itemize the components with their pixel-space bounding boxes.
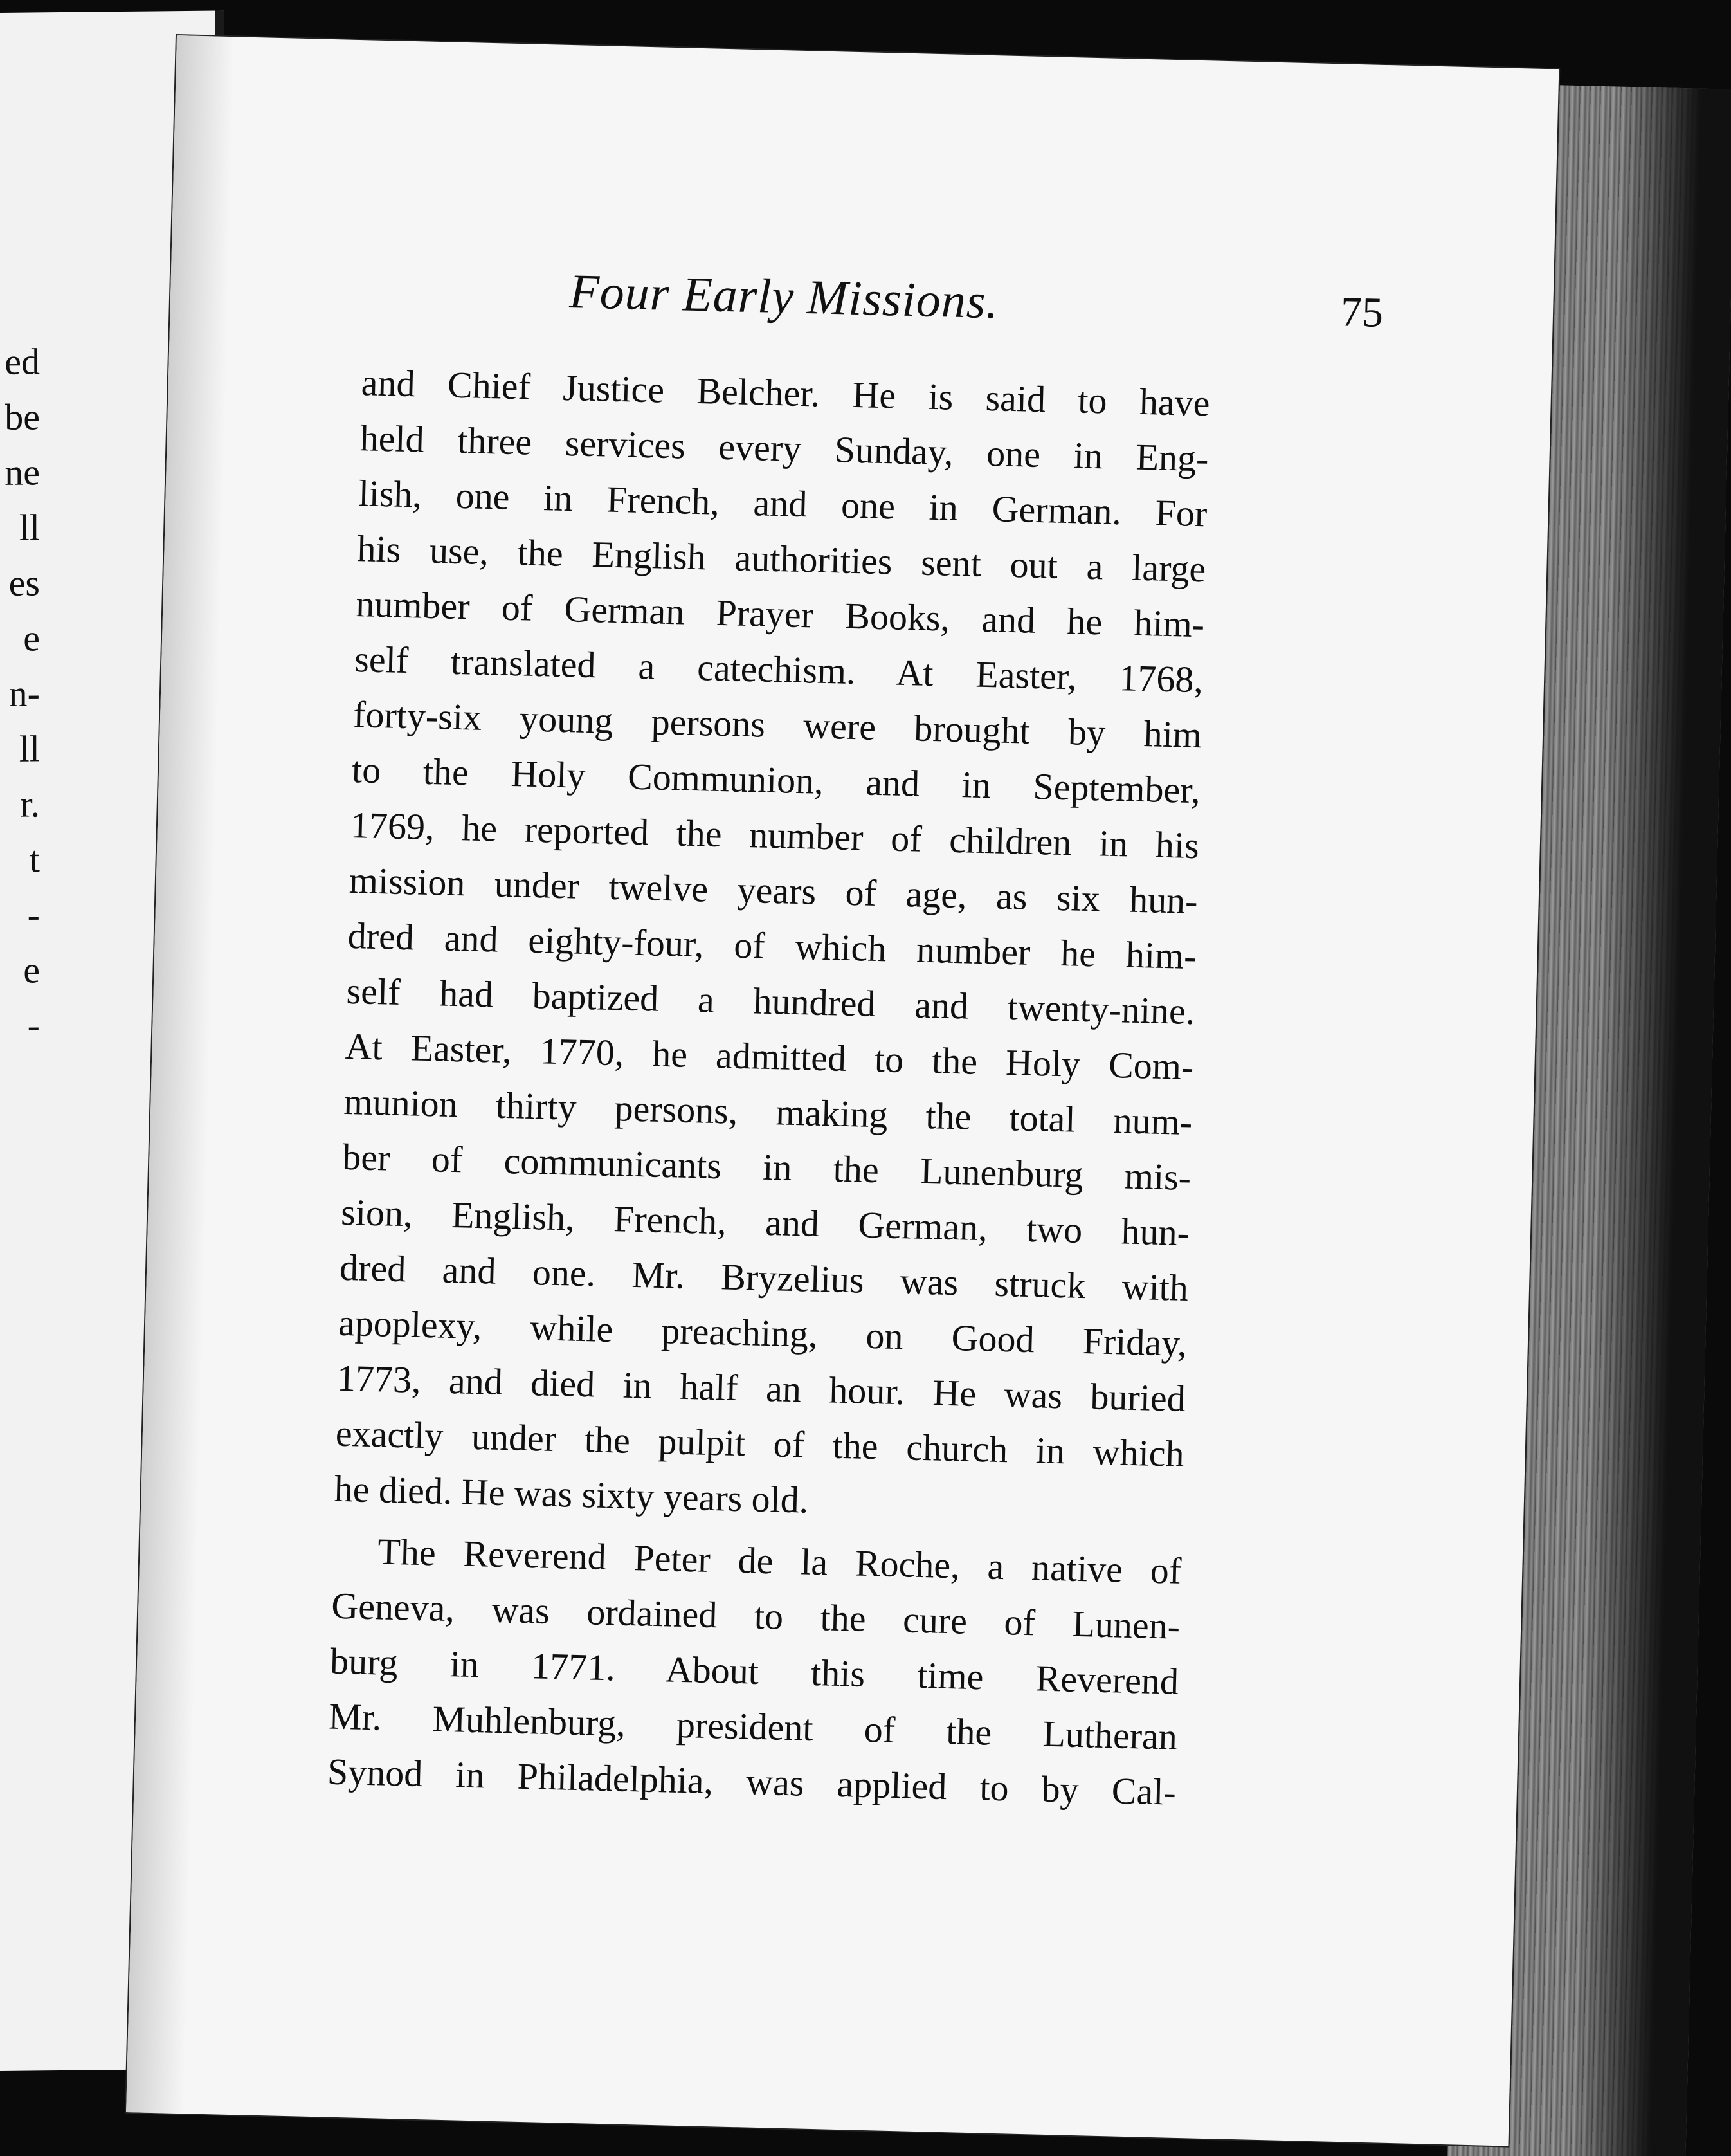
- text-fragment: e: [23, 949, 40, 991]
- text-line: number of German Prayer Books, and he him-: [355, 583, 1205, 646]
- text-line: Mr. Muhlenburg, president of the Lutheran: [328, 1695, 1178, 1758]
- text-line: dred and one. Mr. Bryzelius was struck with: [339, 1246, 1189, 1310]
- text-line: held three services every Sunday, one in Eng-: [359, 417, 1210, 480]
- text-line: self translated a catechism. At Easter, 1768,: [354, 638, 1204, 701]
- running-head: [568, 264, 1534, 358]
- text-line: 1769, he reported the number of children in his: [350, 803, 1200, 867]
- text-fragment: be: [5, 396, 40, 438]
- text-line: he died. He was sixty years old.: [334, 1467, 810, 1521]
- text-line: dred and eighty-four, of which number he him-: [347, 914, 1197, 978]
- paragraph-2: [327, 1523, 1182, 1820]
- text-fragment: t: [29, 838, 40, 881]
- text-line: self had baptized a hundred and twenty-nine.: [345, 969, 1196, 1033]
- text-fragment: -: [27, 1004, 40, 1046]
- text-fragment: e: [23, 617, 40, 659]
- text-fragment: ne: [5, 451, 40, 493]
- page-number: 75: [1340, 288, 1384, 336]
- text-line: exactly under the pulpit of the church in which: [335, 1412, 1185, 1475]
- text-line: 1773, and died in half an hour. He was buried: [336, 1357, 1186, 1420]
- text-line: his use, the English authorities sent out a large: [356, 527, 1206, 590]
- book-page: [126, 35, 1559, 2146]
- text-line: to the Holy Communion, and in September,: [351, 749, 1201, 812]
- text-line: Geneva, was ordained to the cure of Lunen-: [331, 1584, 1181, 1647]
- text-line: At Easter, 1770, he admitted to the Holy Com-: [344, 1025, 1195, 1088]
- text-line: burg in 1771. About this time Reverend: [329, 1640, 1179, 1703]
- paragraph-1: [334, 355, 1211, 1537]
- text-fragment: -: [27, 893, 40, 936]
- previous-page-text-fragments: [0, 334, 45, 1054]
- text-fragment: r.: [20, 783, 40, 825]
- text-fragment: n-: [8, 672, 40, 715]
- running-title: Four Early Missions.: [568, 264, 1000, 329]
- text-line: munion thirty persons, making the total num-: [343, 1080, 1193, 1144]
- text-line: mission under twelve years of age, as six hun-: [349, 859, 1199, 922]
- text-line: sion, English, French, and German, two hun-: [340, 1191, 1190, 1254]
- text-line: forty-six young persons were brought by him: [352, 693, 1202, 756]
- text-fragment: ll: [19, 727, 40, 770]
- text-fragment: ll: [19, 506, 40, 549]
- text-line: and Chief Justice Belcher. He is said to have: [361, 361, 1211, 425]
- text-line: apoplexy, while preaching, on Good Friday,: [338, 1301, 1188, 1364]
- text-line: ber of communicants in the Lunenburg mis-: [341, 1135, 1192, 1199]
- text-line: The Reverend Peter de la Roche, a native of: [377, 1530, 1182, 1592]
- body-text: [327, 355, 1210, 1820]
- text-fragment: ed: [5, 340, 40, 383]
- text-fragment: es: [8, 562, 40, 604]
- text-line: lish, one in French, and one in German. For: [358, 472, 1208, 535]
- text-line: Synod in Philadelphia, was applied to by Cal-: [327, 1750, 1177, 1813]
